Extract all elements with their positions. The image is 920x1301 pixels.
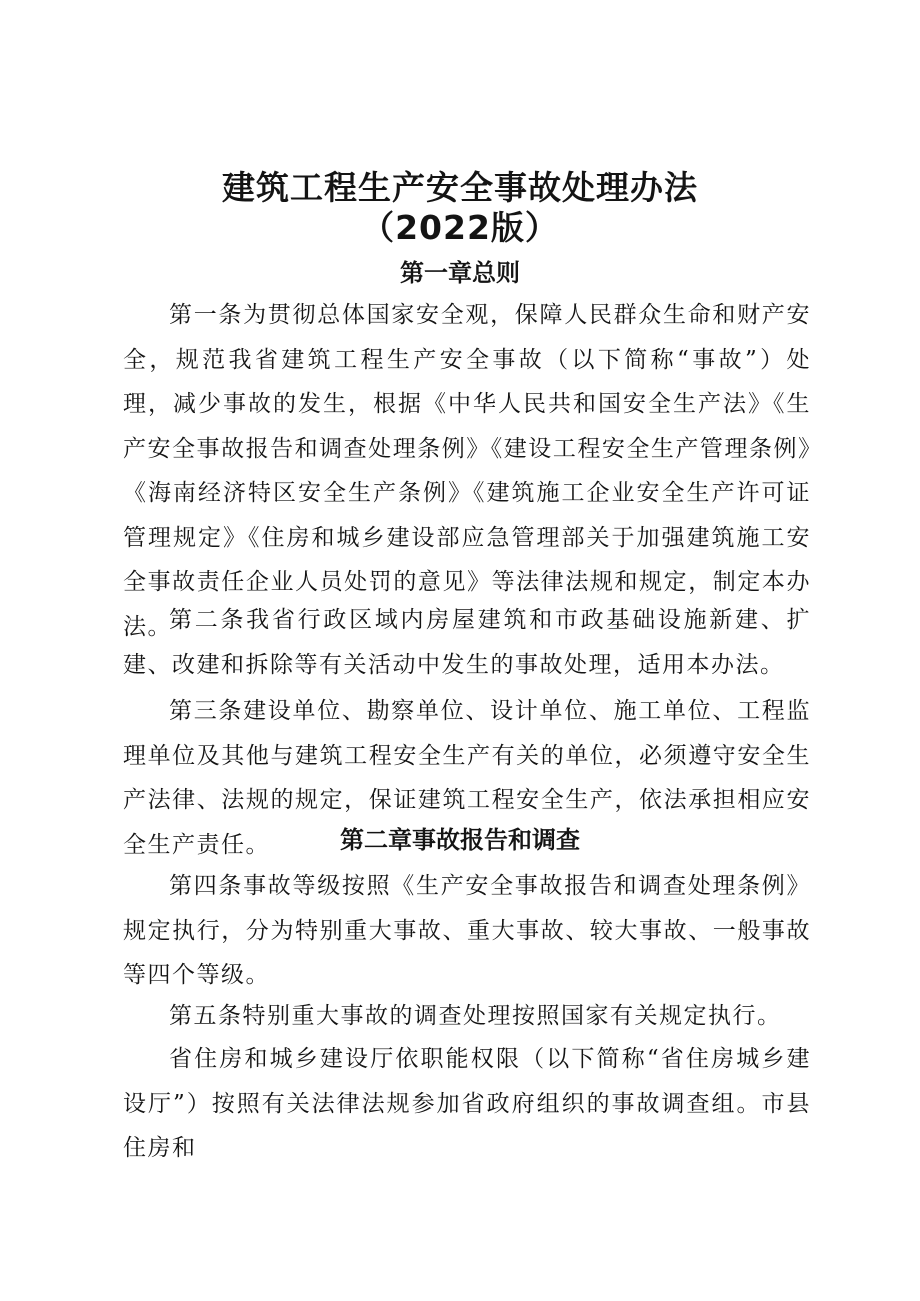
- article-2: 第二条我省行政区域内房屋建筑和市政基础设施新建、扩建、改建和拆除等有关活动中发生的事故处理，适用本办法。: [123, 607, 811, 678]
- article-4: 第四条事故等级按照《生产安全事故报告和调查处理条例》规定执行，分为特别重大事故、重大事故、较大事故、一般事故等四个等级。: [123, 873, 811, 988]
- chapter-heading-2: 第二章事故报告和调查: [340, 826, 580, 854]
- article-5: 第五条特别重大事故的调查处理按照国家有关规定执行。: [169, 1003, 782, 1029]
- article-5-paragraph-2: 省住房和城乡建设厅依职能权限（以下简称“省住房城乡建设厅”）按照有关法律法规参加省政府组织的事故调查组。市县住房和: [123, 1046, 811, 1161]
- article-1: 第一条为贯彻总体国家安全观，保障人民群众生命和财产安全，规范我省建筑工程生产安全事故（以下简称“事故”）处理，减少事故的发生，根据《中华人民共和国安全生产法》《生产安全事故报告和调查处理条例》《建设工程安全生产管理条例》《海南经济特区安全生产条例》《建筑施工企业安全生产许可证管理规定》《住房和城乡建设部应急管理部关于加强建筑施工安全事故责任企业人员处罚的意见》等法律法规和规定，制定本办法。: [123, 302, 811, 640]
- document-subtitle: （2022版）: [361, 208, 559, 247]
- document-title: 建筑工程生产安全事故处理办法: [222, 168, 698, 207]
- chapter-heading-1: 第一章总则: [400, 259, 520, 287]
- article-3: 第三条建设单位、勘察单位、设计单位、施工单位、工程监理单位及其他与建筑工程安全生产有关的单位，必须遵守安全生产法律、法规的规定，保证建筑工程安全生产，依法承担相应安全生产责任。: [123, 698, 811, 858]
